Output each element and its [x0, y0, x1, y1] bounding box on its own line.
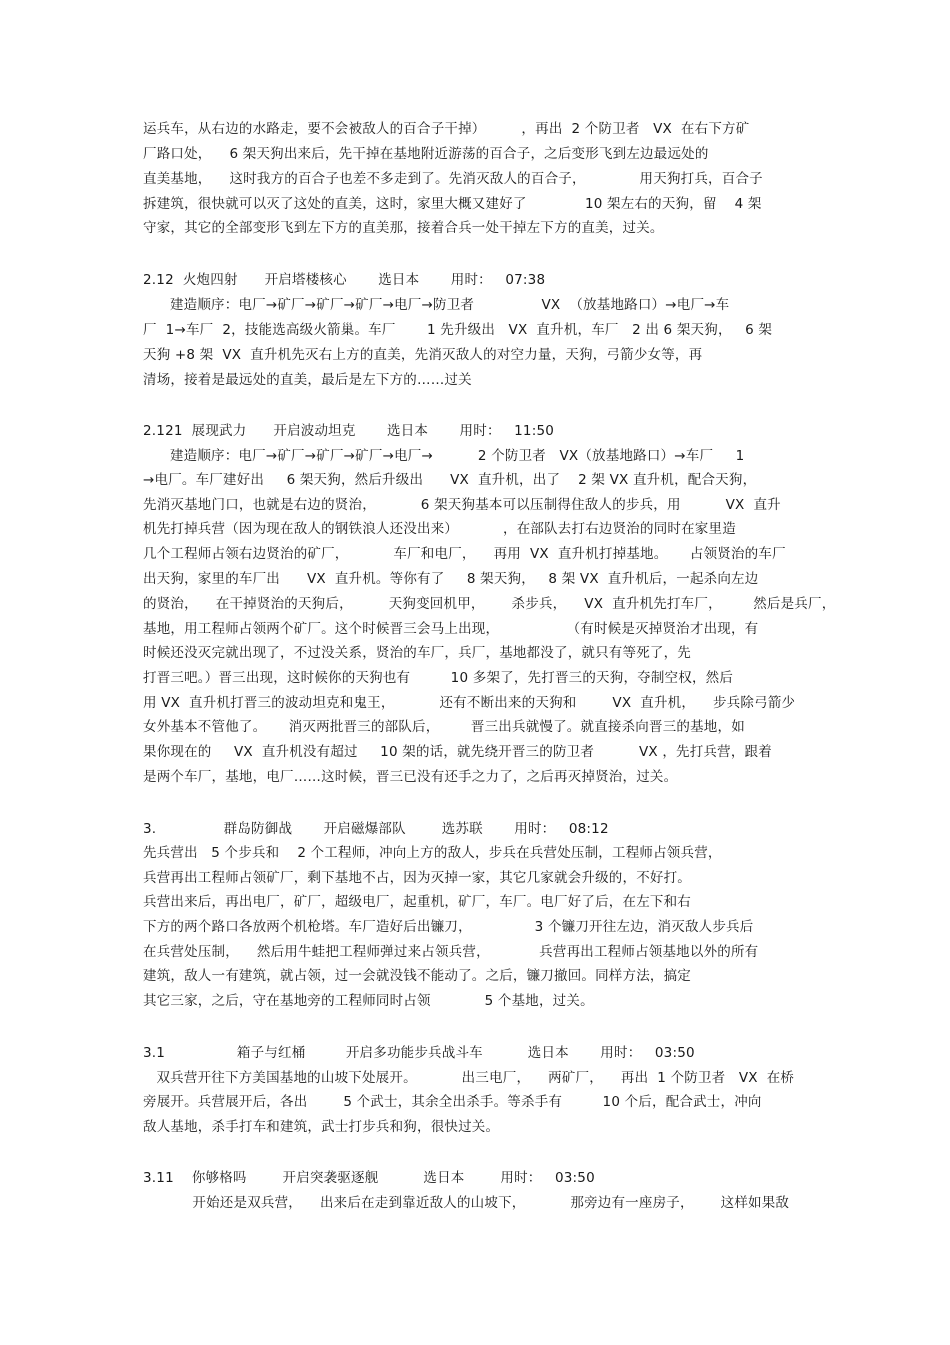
text-line: 敌人基地，杀手打车和建筑，武士打步兵和狗，很快过关。	[143, 1119, 500, 1135]
text-line: 天狗 +8 架 VX 直升机先灭右上方的直美，先消灭敌人的对空力量，天狗，弓箭少女等，再	[143, 347, 703, 363]
text-line: →电厂。车厂建好出 6 架天狗，然后升级出 VX 直升机，出了 2 架 VX 直升机，配合天狗，	[143, 472, 757, 488]
text-line: 机先打掉兵营（因为现在敌人的钢铁浪人还没出来） ，在部队去打右边贤治的同时在家里造	[143, 521, 736, 537]
text-line: 厂 1→车厂 2，技能选高级火箭巢。车厂 1 先升级出 VX 直升机，车厂 2 出 6 架天狗， 6 架	[143, 322, 773, 338]
text-line: 果你现在的 VX 直升机没有超过 10 架的话，就先绕开晋三的防卫者 VX ，先打兵营，跟着	[143, 744, 772, 760]
text-line: 建造顺序：电厂→矿厂→矿厂→矿厂→电厂→ 2 个防卫者 VX（放基地路口）→车厂 1	[143, 448, 745, 464]
text-line: 用 VX 直升机打晋三的波动坦克和鬼王， 还有不断出来的天狗和 VX 直升机， 步兵除弓箭少	[143, 695, 796, 711]
text-line: 出天狗，家里的车厂出 VX 直升机。等你有了 8 架天狗， 8 架 VX 直升机后，一起杀向左边	[143, 571, 759, 587]
text-line: 时候还没灭完就出现了，不过没关系，贤治的车厂，兵厂，基地都没了，就只有等死了，先	[143, 645, 691, 661]
text-line: 的贤治， 在干掉贤治的天狗后， 天狗变回机甲， 杀步兵， VX 直升机先打车厂， 然后是兵厂，	[143, 596, 836, 612]
text-line: 先兵营出 5 个步兵和 2 个工程师，冲向上方的敌人，步兵在兵营处压制，工程师占领兵营，	[143, 845, 722, 861]
text-line: 其它三家，之后，守在基地旁的工程师同时占领 5 个基地，过关。	[143, 993, 594, 1009]
text-line: 厂路口处， 6 架天狗出来后，先干掉在基地附近游荡的百合子，之后变形飞到左边最远处的	[143, 146, 709, 162]
text-line: 兵营出来后，再出电厂，矿厂，超级电厂，起重机，矿厂，车厂。电厂好了后，在左下和右	[143, 894, 691, 910]
text-line: 女外基本不管他了。 消灭两批晋三的部队后， 晋三出兵就慢了。就直接杀向晋三的基地，如	[143, 719, 745, 735]
section-heading: 3.1 箱子与红桶 开启多功能步兵战斗车 选日本 用时： 03:50	[143, 1045, 695, 1061]
text-line: 双兵营开往下方美国基地的山坡下处展开。 出三电厂， 两矿厂， 再出 1 个防卫者 VX 在桥	[143, 1070, 795, 1086]
section-heading: 3.11 你够格吗 开启突袭驱逐舰 选日本 用时： 03:50	[143, 1170, 595, 1186]
section-heading: 3. 群岛防御战 开启磁爆部队 选苏联 用时： 08:12	[143, 821, 609, 837]
text-line: 几个工程师占领右边贤治的矿厂， 车厂和电厂， 再用 VX 直升机打掉基地。 占领贤治的车厂	[143, 546, 786, 562]
text-line: 兵营再出工程师占领矿厂，剩下基地不占，因为灭掉一家，其它几家就会升级的，不好打。	[143, 870, 691, 886]
text-line: 建筑，敌人一有建筑，就占领，过一会就没钱不能动了。之后，镰刀撤回。同样方法，搞定	[143, 968, 691, 984]
section-heading: 2.121 展现武力 开启波动坦克 选日本 用时： 11:50	[143, 423, 555, 439]
text-line: 下方的两个路口各放两个机枪塔。车厂造好后出镰刀， 3 个镰刀开往左边，消灭敌人步兵后	[143, 919, 754, 935]
text-line: 运兵车，从右边的水路走，要不会被敌人的百合子干掉） ，再出 2 个防卫者 VX 在右下方矿	[143, 121, 750, 137]
text-line: 建造顺序：电厂→矿厂→矿厂→矿厂→电厂→防卫者 VX （放基地路口）→电厂→车	[143, 297, 730, 313]
text-line: 守家，其它的全部变形飞到左下方的直美那，接着合兵一处干掉左下方的直美，过关。	[143, 220, 664, 236]
text-line: 开始还是双兵营， 出来后在走到靠近敌人的山坡下， 那旁边有一座房子， 这样如果敌	[143, 1195, 790, 1211]
text-line: 在兵营处压制， 然后用牛蛙把工程师弹过来占领兵营， 兵营再出工程师占领基地以外的所有	[143, 944, 759, 960]
section-heading: 2.12 火炮四射 开启塔楼核心 选日本 用时： 07:38	[143, 272, 546, 288]
text-line: 是两个车厂，基地，电厂……这时候，晋三已没有还手之力了，之后再灭掉贤治，过关。	[143, 769, 678, 785]
text-line: 清场，接着是最远处的直美，最后是左下方的……过关	[143, 372, 472, 388]
text-line: 旁展开。兵营展开后，各出 5 个武士，其余全出杀手。等杀手有 10 个后，配合武士，冲向	[143, 1094, 762, 1110]
text-line: 直美基地， 这时我方的百合子也差不多走到了。先消灭敌人的百合子， 用天狗打兵，百合子	[143, 171, 763, 187]
text-line: 先消灭基地门口，也就是右边的贤治， 6 架天狗基本可以压制得住敌人的步兵，用 VX 直升	[143, 497, 781, 513]
text-line: 打晋三吧。）晋三出现，这时候你的天狗也有 10 多架了，先打晋三的天狗，夺制空权，然后	[143, 670, 734, 686]
text-line: 基地，用工程师占领两个矿厂。这个时候晋三会马上出现， （有时候是灭掉贤治才出现，有	[143, 621, 759, 637]
text-line: 拆建筑，很快就可以灭了这处的直美，这时，家里大概又建好了 10 架左右的天狗，留 4 架	[143, 196, 762, 212]
